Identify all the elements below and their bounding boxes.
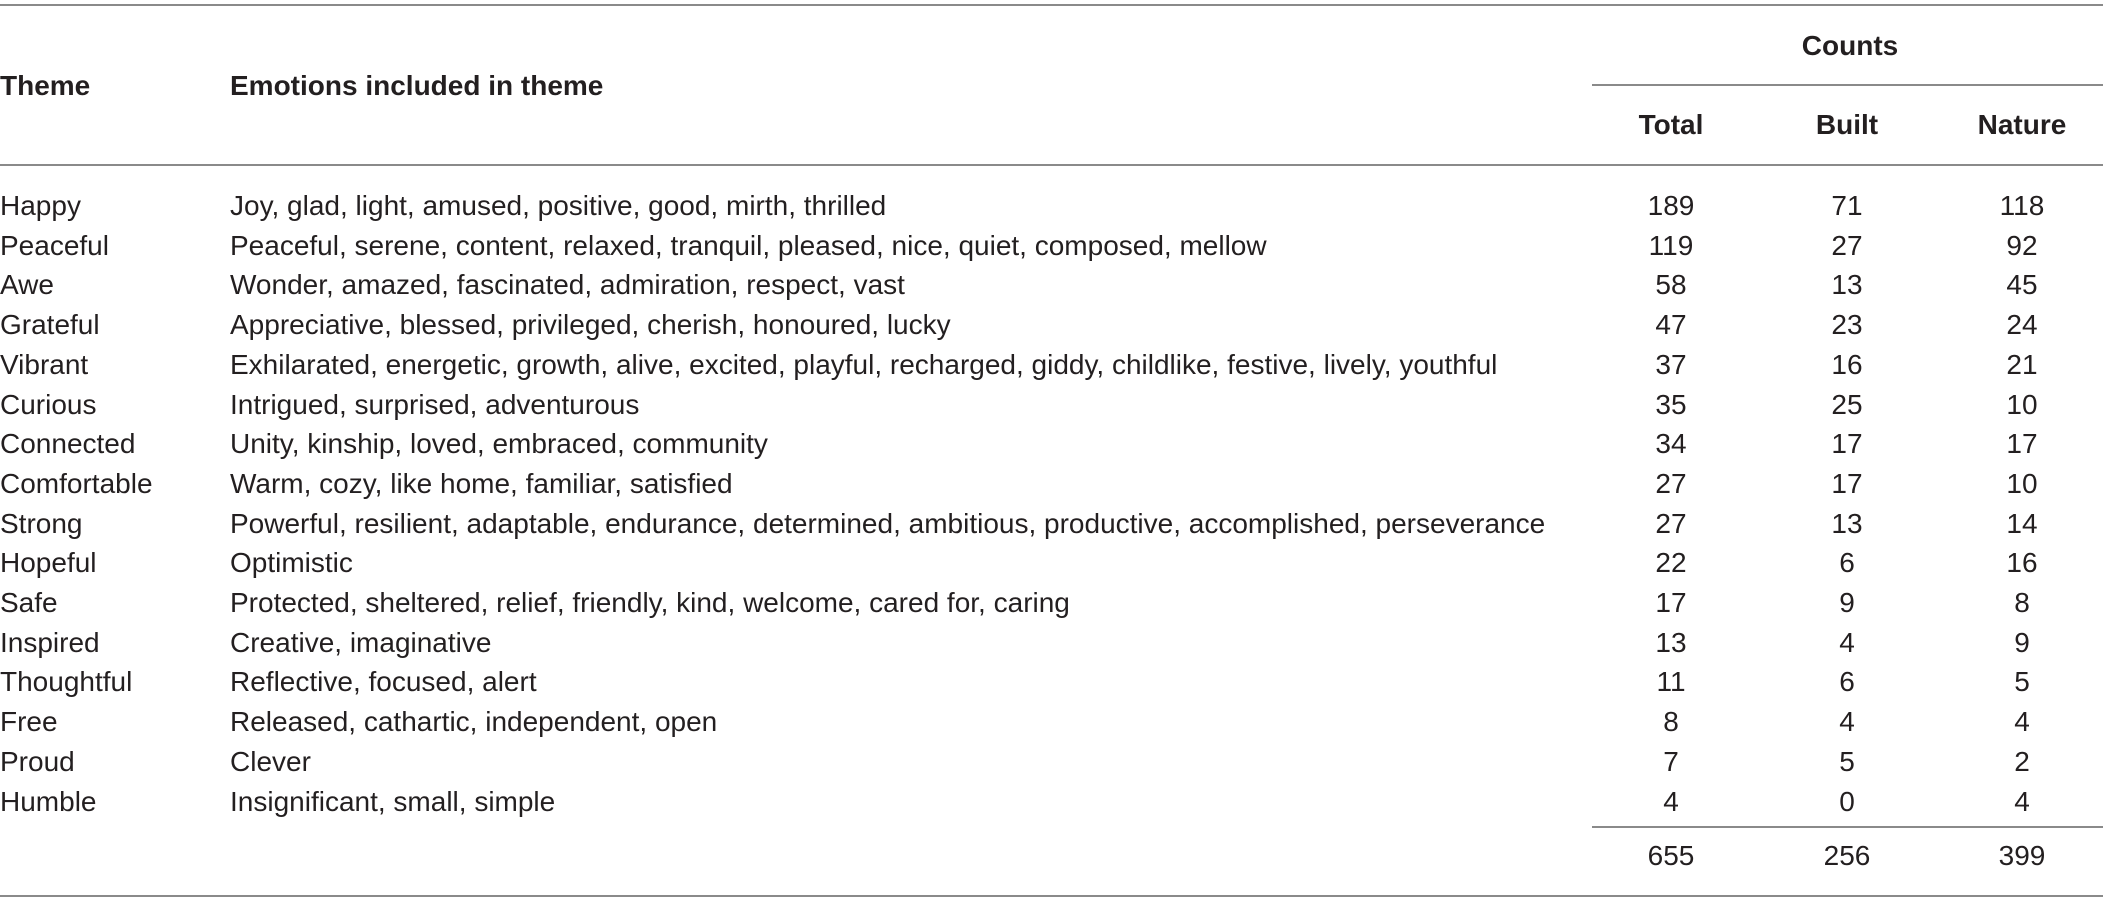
built-cell: 9 — [1839, 587, 1855, 618]
built-cell: 4 — [1839, 627, 1855, 658]
total-cell: 11 — [1656, 666, 1686, 697]
theme-cell: Vibrant — [0, 349, 89, 380]
total-cell: 27 — [1655, 468, 1687, 499]
built-cell: 23 — [1831, 309, 1863, 340]
total-cell: 4 — [1663, 786, 1679, 817]
theme-cell: Strong — [0, 508, 83, 539]
header-counts: Counts — [1801, 30, 1899, 61]
total-cell: 7 — [1663, 746, 1679, 777]
theme-cell: Hopeful — [0, 547, 97, 578]
theme-cell: Curious — [0, 389, 97, 420]
totals-total: 655 — [1647, 840, 1695, 871]
nature-cell: 118 — [1999, 190, 2045, 221]
built-cell: 0 — [1839, 786, 1855, 817]
emotions-cell: Joy, glad, light, amused, positive, good, mirth, thrilled — [230, 190, 887, 221]
totals-built: 256 — [1823, 840, 1871, 871]
emotions-cell: Clever — [230, 746, 311, 777]
theme-cell: Safe — [0, 587, 58, 618]
emotions-cell: Released, cathartic, independent, open — [230, 706, 718, 737]
theme-cell: Proud — [0, 746, 75, 777]
totals-nature: 399 — [1998, 840, 2046, 871]
total-cell: 37 — [1655, 349, 1687, 380]
emotions-cell: Warm, cozy, like home, familiar, satisfied — [230, 468, 733, 499]
built-cell: 13 — [1831, 269, 1863, 300]
theme-cell: Grateful — [0, 309, 100, 340]
nature-cell: 8 — [2014, 587, 2030, 618]
theme-cell: Peaceful — [0, 230, 109, 261]
header-total: Total — [1638, 109, 1704, 140]
total-cell: 8 — [1663, 706, 1679, 737]
header-nature: Nature — [1977, 109, 2067, 140]
built-cell: 17 — [1831, 428, 1863, 459]
total-cell: 47 — [1655, 309, 1687, 340]
theme-cell: Inspired — [0, 627, 100, 658]
built-cell: 27 — [1831, 230, 1863, 261]
total-cell: 35 — [1655, 389, 1687, 420]
total-cell: 22 — [1655, 547, 1687, 578]
header-built: Built — [1815, 109, 1879, 140]
emotions-cell: Unity, kinship, loved, embraced, community — [230, 428, 768, 459]
emotions-cell: Powerful, resilient, adaptable, endurance, determined, ambitious, productive, accomplished, perseverance — [230, 508, 1546, 539]
built-cell: 25 — [1831, 389, 1863, 420]
nature-cell: 45 — [2006, 269, 2038, 300]
theme-cell: Happy — [0, 190, 81, 221]
nature-cell: 9 — [2014, 627, 2030, 658]
nature-cell: 17 — [2006, 428, 2038, 459]
emotions-cell: Protected, sheltered, relief, friendly, kind, welcome, cared for, caring — [230, 587, 1070, 618]
emotions-cell: Insignificant, small, simple — [230, 786, 556, 817]
nature-cell: 92 — [2006, 230, 2038, 261]
built-cell: 4 — [1839, 706, 1855, 737]
built-cell: 6 — [1839, 666, 1855, 697]
emotions-cell: Appreciative, blessed, privileged, cherish, honoured, lucky — [230, 309, 951, 340]
nature-cell: 10 — [2006, 468, 2038, 499]
emotions-cell: Peaceful, serene, content, relaxed, tranquil, pleased, nice, quiet, composed, mellow — [230, 230, 1267, 261]
built-cell: 6 — [1839, 547, 1855, 578]
nature-cell: 24 — [2006, 309, 2038, 340]
theme-cell: Humble — [0, 786, 97, 817]
emotions-cell: Wonder, amazed, fascinated, admiration, respect, vast — [230, 269, 905, 300]
nature-cell: 21 — [2006, 349, 2038, 380]
built-cell: 5 — [1839, 746, 1855, 777]
built-cell: 17 — [1831, 468, 1863, 499]
nature-cell: 4 — [2014, 706, 2030, 737]
built-cell: 13 — [1831, 508, 1863, 539]
theme-cell: Connected — [0, 428, 136, 459]
total-cell: 58 — [1655, 269, 1687, 300]
total-cell: 34 — [1655, 428, 1687, 459]
theme-cell: Thoughtful — [0, 666, 133, 697]
emotions-cell: Creative, imaginative — [230, 627, 492, 658]
nature-cell: 14 — [2006, 508, 2038, 539]
emotions-cell: Optimistic — [230, 547, 353, 578]
emotions-cell: Reflective, focused, alert — [230, 666, 537, 697]
total-cell: 27 — [1655, 508, 1687, 539]
nature-cell: 10 — [2006, 389, 2038, 420]
emotions-cell: Exhilarated, energetic, growth, alive, excited, playful, recharged, giddy, childlike, festive, lively, youthful — [230, 349, 1498, 380]
total-cell: 119 — [1648, 230, 1694, 261]
built-cell: 71 — [1831, 190, 1863, 221]
built-cell: 16 — [1831, 349, 1863, 380]
total-cell: 189 — [1647, 190, 1695, 221]
nature-cell: 5 — [2014, 666, 2030, 697]
header-emotions: Emotions included in theme — [230, 70, 604, 101]
total-cell: 17 — [1655, 587, 1687, 618]
theme-cell: Comfortable — [0, 468, 153, 499]
nature-cell: 16 — [2006, 547, 2038, 578]
nature-cell: 2 — [2014, 746, 2030, 777]
nature-cell: 4 — [2014, 786, 2030, 817]
emotions-cell: Intrigued, surprised, adventurous — [230, 389, 640, 420]
theme-cell: Free — [0, 706, 58, 737]
header-theme: Theme — [0, 70, 91, 101]
theme-cell: Awe — [0, 269, 54, 300]
total-cell: 13 — [1655, 627, 1687, 658]
